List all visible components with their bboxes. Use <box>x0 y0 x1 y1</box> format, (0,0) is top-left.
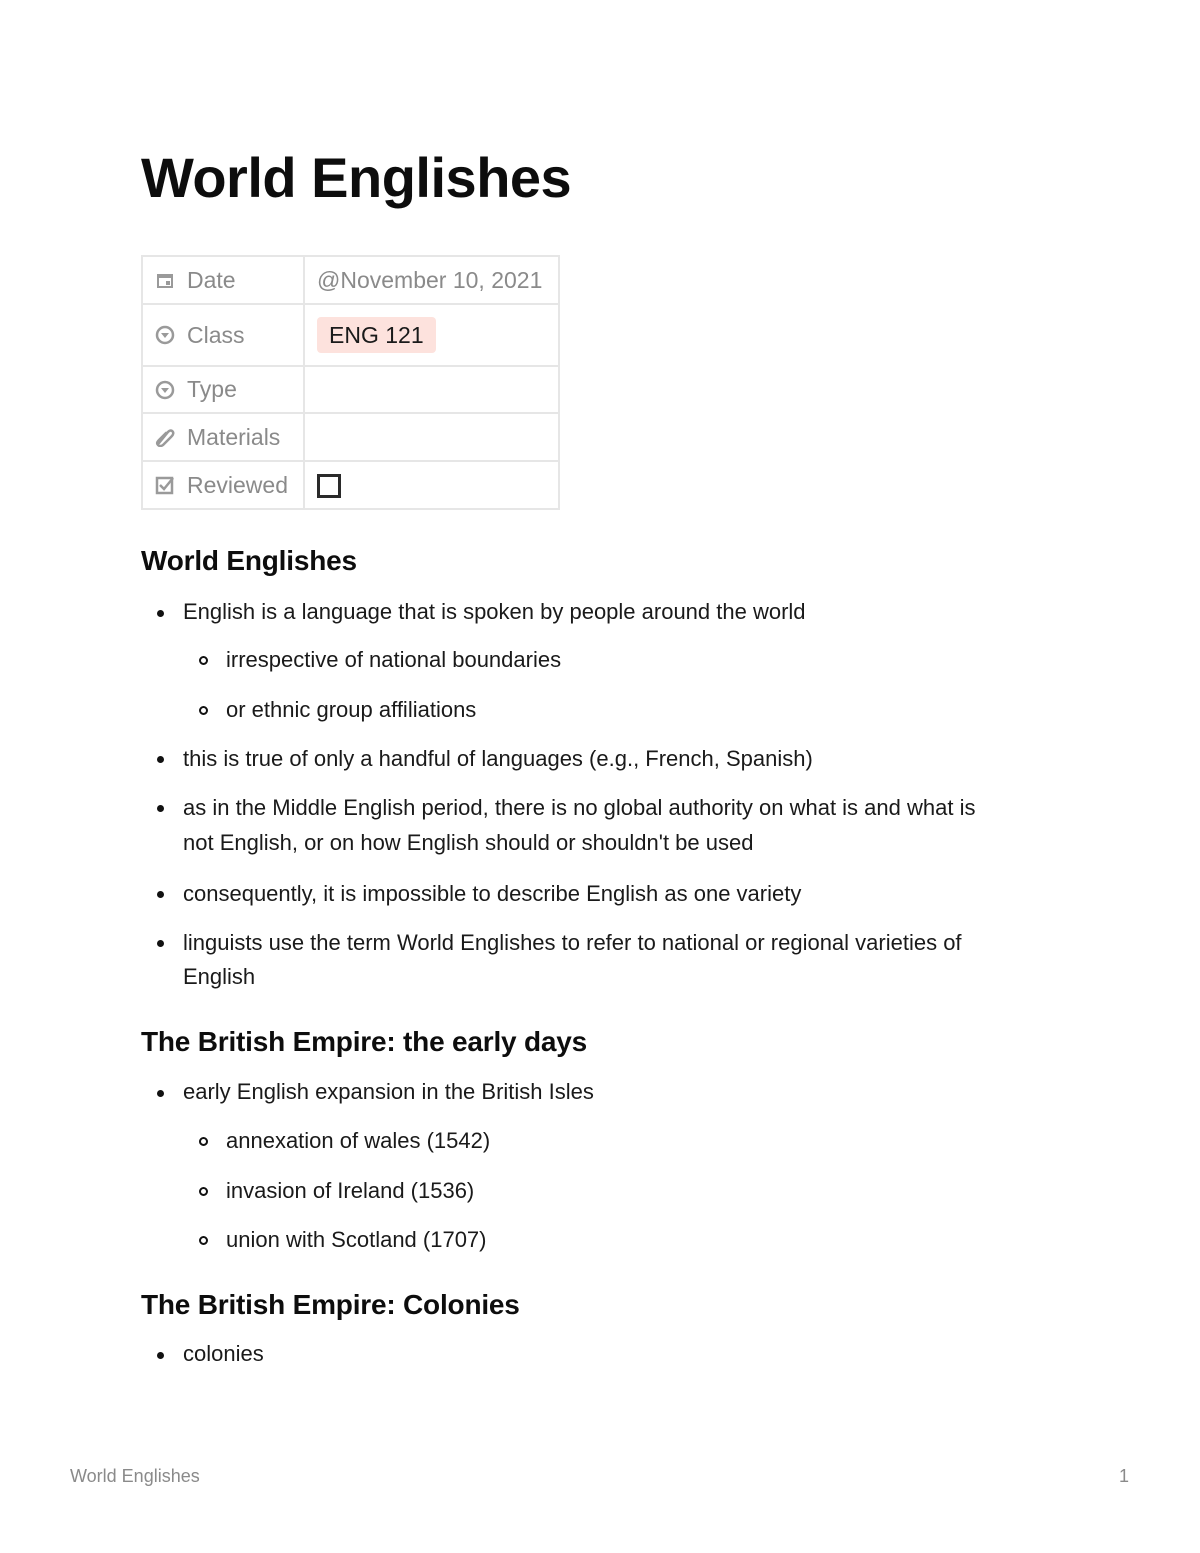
property-key-reviewed <box>142 461 304 509</box>
property-label-materials: Materials <box>187 423 281 450</box>
attachment-icon <box>155 427 175 447</box>
property-row-materials <box>142 413 559 461</box>
bullet-icon <box>157 1090 164 1097</box>
property-row-reviewed <box>142 461 559 509</box>
bullet-icon <box>157 940 164 947</box>
property-value-class[interactable] <box>304 304 559 366</box>
list-item: invasion of Ireland (1536) <box>226 1178 475 1203</box>
list-item: union with Scotland (1707) <box>226 1227 487 1252</box>
property-key-type <box>142 366 304 413</box>
list-item: consequently, it is impossible to describe English as one variety <box>183 881 802 906</box>
bullet-icon <box>157 756 164 763</box>
bullet-icon <box>157 610 164 617</box>
property-label-type: Type <box>187 376 237 402</box>
section-heading: World Englishes <box>141 545 357 576</box>
list-item: irrespective of national boundaries <box>226 647 562 672</box>
property-value-type[interactable] <box>304 366 559 413</box>
select-icon <box>155 325 175 345</box>
property-row-date <box>142 256 559 304</box>
property-key-class <box>142 304 304 366</box>
list-item: colonies <box>183 1341 264 1366</box>
bullet-icon <box>157 891 164 898</box>
list-item-line: English <box>183 964 256 989</box>
properties-table <box>141 255 560 510</box>
property-label-class: Class <box>187 321 245 348</box>
section-heading: The British Empire: the early days <box>141 1026 588 1057</box>
property-value-materials[interactable] <box>304 413 559 461</box>
list-item-line: linguists use the term World Englishes to refer to national or regional varieties of <box>183 930 962 955</box>
sub-bullet-icon <box>199 656 208 665</box>
bullet-icon <box>157 805 164 812</box>
sub-bullet-icon <box>199 706 208 715</box>
sub-bullet-icon <box>199 1137 208 1146</box>
section-heading: The British Empire: Colonies <box>141 1289 520 1320</box>
property-value-date[interactable]: @November 10, 2021 <box>304 256 559 304</box>
sub-bullet-icon <box>199 1187 208 1196</box>
sub-bullet-icon <box>199 1236 208 1245</box>
property-value-reviewed <box>304 461 559 509</box>
property-key-date <box>142 256 304 304</box>
checkbox-icon <box>155 475 175 495</box>
property-key-materials <box>142 413 304 461</box>
list-item: annexation of wales (1542) <box>226 1128 491 1153</box>
reviewed-checkbox[interactable] <box>317 474 341 498</box>
property-row-class <box>142 304 559 366</box>
property-label-date: Date <box>187 266 236 293</box>
property-label-reviewed: Reviewed <box>187 471 288 498</box>
list-item: early English expansion in the British Isles <box>183 1079 594 1104</box>
footer-title: World Englishes <box>70 1466 200 1486</box>
list-item: English is a language that is spoken by people around the world <box>183 599 806 624</box>
class-tag[interactable]: ENG 121 <box>317 317 436 353</box>
page-title: World Englishes <box>141 146 572 209</box>
page-number: 1 <box>1118 1466 1129 1486</box>
bullet-icon <box>157 1352 164 1359</box>
select-icon <box>155 380 175 400</box>
property-row-type <box>142 366 559 413</box>
calendar-icon <box>155 270 175 290</box>
list-item-line: as in the Middle English period, there is no global authority on what is and what is <box>183 795 976 820</box>
list-item: this is true of only a handful of languages (e.g., French, Spanish) <box>183 746 813 771</box>
list-item-line: not English, or on how English should or shouldn't be used <box>183 830 754 855</box>
list-item: or ethnic group affiliations <box>226 697 477 722</box>
